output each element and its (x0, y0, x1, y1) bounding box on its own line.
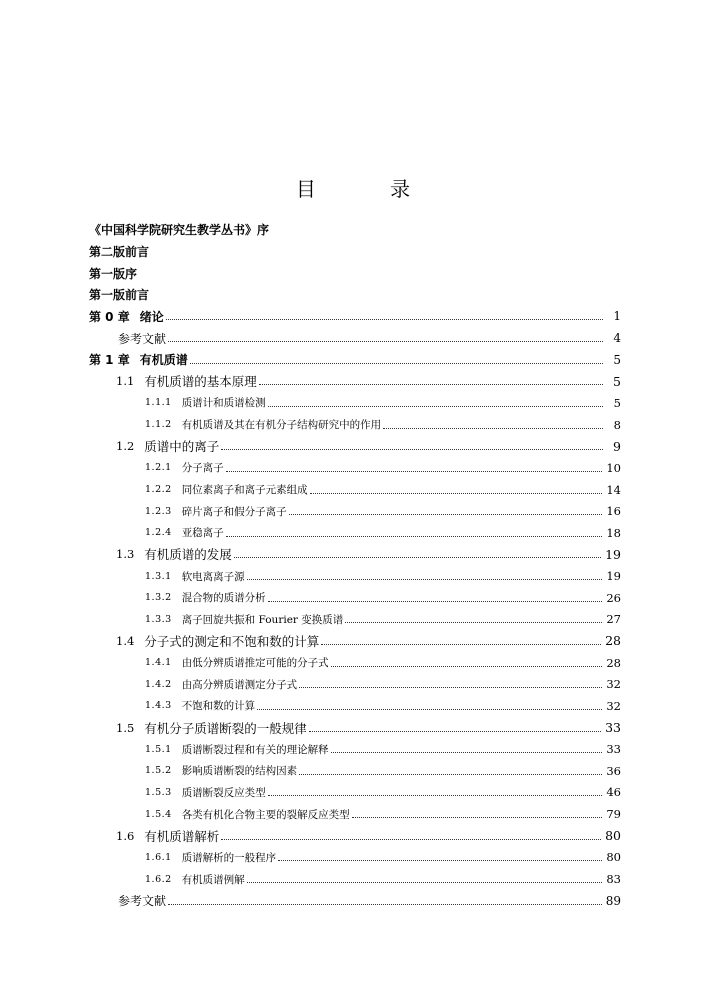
toc-entry-number: 1.4.2 (145, 678, 172, 690)
toc-entry-page-number: 16 (606, 504, 621, 519)
toc-entry[interactable] (89, 609, 621, 631)
toc-entry-page-number: 4 (613, 331, 621, 346)
toc-entry-title: 有机分子质谱断裂的一般规律 (144, 720, 307, 736)
toc-entry-page-number: 89 (605, 893, 621, 908)
toc-entry-title: 质谱断裂反应类型 (181, 786, 266, 799)
toc-entry-title: 《中国科学院研究生教学丛书》序 (89, 223, 270, 238)
toc-entry[interactable] (89, 825, 621, 847)
toc-entry-title: 分子式的测定和不饱和数的计算 (144, 633, 320, 649)
toc-entry-title: 碎片离子和假分子离子 (181, 505, 287, 518)
toc-entry-title: 绪论 (139, 309, 164, 324)
toc-entry-title: 有机质谱及其在有机分子结构研究中的作用 (181, 419, 382, 432)
dot-leader (310, 492, 603, 494)
toc-entry-title: 由高分辨质谱测定分子式 (181, 678, 298, 691)
toc-entry-title: 软电离离子源 (181, 570, 245, 583)
toc-entry-number: 1.4.3 (145, 700, 172, 712)
toc-entry[interactable] (89, 717, 621, 739)
toc-entry-number: 1.3.2 (145, 592, 172, 604)
toc-entry-number: 1.3.3 (145, 613, 172, 625)
dot-leader (352, 816, 603, 818)
toc-entry[interactable] (89, 738, 621, 760)
toc-entry-title: 有机质谱的基本原理 (144, 374, 257, 390)
toc-entry[interactable] (89, 890, 621, 912)
toc-entry-title: 第二版前言 (89, 244, 150, 259)
toc-entry-page-number: 5 (613, 395, 621, 410)
toc-entry[interactable] (89, 587, 621, 609)
toc-entry-title: 质谱断裂过程和有关的理论解释 (181, 743, 329, 756)
toc-entry[interactable] (89, 673, 621, 695)
toc-entry-number: 1.5 (116, 720, 135, 735)
toc-entry[interactable] (89, 630, 621, 652)
toc-entry-title: 分子离子 (181, 462, 224, 475)
toc-entry[interactable] (89, 544, 621, 566)
toc-entry-title: 第一版序 (89, 266, 138, 281)
toc-entry-number: 第 1 章 (89, 353, 130, 368)
dot-leader (234, 556, 601, 558)
toc-entry[interactable] (89, 241, 621, 263)
dot-leader (168, 340, 603, 342)
toc-entry-page-number: 80 (605, 828, 621, 844)
toc-entry-title: 参考文献 (118, 331, 167, 346)
toc-entry-title: 混合物的质谱分析 (181, 592, 266, 605)
toc-entry[interactable] (89, 457, 621, 479)
dot-leader (190, 362, 603, 364)
toc-entry[interactable] (89, 522, 621, 544)
toc-entry-title: 质谱计和质谱检测 (181, 397, 266, 410)
toc-entry[interactable] (89, 652, 621, 674)
toc-entry[interactable] (89, 284, 621, 306)
toc-entry-title: 有机质谱解析 (144, 828, 220, 844)
toc-entry-number: 1.3.1 (145, 570, 172, 582)
toc-entry-title: 有机质谱的发展 (144, 547, 232, 563)
toc-entry[interactable] (89, 306, 621, 328)
page-title: 目 录 (295, 177, 445, 201)
toc-entry-title: 参考文献 (118, 894, 167, 909)
dot-leader (321, 643, 601, 645)
dot-leader (268, 794, 603, 796)
toc-entry-page-number: 33 (605, 720, 621, 736)
toc-entry-title: 离子回旋共振和 Fourier 变换质谱 (181, 613, 344, 626)
toc-entry-number: 1.2.3 (145, 505, 172, 517)
toc-entry-page-number: 27 (606, 612, 621, 627)
dot-leader (345, 621, 602, 623)
dot-leader (221, 838, 601, 840)
dot-leader (268, 405, 603, 407)
toc-entry-page-number: 32 (606, 677, 621, 692)
toc-entry[interactable] (89, 262, 621, 284)
toc-entry-page-number: 9 (613, 438, 621, 454)
toc-entry-number: 1.6.1 (145, 851, 172, 863)
toc-entry[interactable] (89, 370, 621, 392)
dot-leader (268, 600, 603, 602)
toc-entry-title: 亚稳离子 (181, 527, 224, 540)
toc-entry-title: 同位素离子和离子元素组成 (181, 484, 308, 496)
toc-entry-number: 1.5.3 (145, 786, 172, 798)
toc-entry[interactable] (89, 565, 621, 587)
dot-leader (278, 859, 602, 861)
toc-entry-number: 1.6 (116, 828, 135, 843)
toc-entry-page-number: 36 (606, 763, 621, 778)
dot-leader (247, 881, 603, 883)
toc-entry-page-number: 46 (606, 785, 621, 800)
dot-leader (226, 470, 603, 472)
toc-entry[interactable] (89, 868, 621, 890)
toc-entry-number: 1.1.1 (145, 397, 172, 409)
dot-leader (299, 686, 602, 688)
toc-entry[interactable] (89, 760, 621, 782)
toc-entry-number: 1.2.4 (145, 527, 172, 539)
toc-entry-number: 1.4.1 (145, 657, 172, 669)
toc-entry[interactable] (89, 219, 621, 241)
toc-entry-page-number: 83 (606, 872, 621, 887)
toc-entry[interactable] (89, 435, 621, 457)
toc-entry[interactable] (89, 349, 621, 371)
toc-entry-page-number: 1 (613, 309, 621, 324)
toc-entry[interactable] (89, 327, 621, 349)
toc-entry-title: 有机质谱 (139, 353, 188, 368)
dot-leader (383, 427, 603, 429)
toc-entry-page-number: 18 (606, 525, 621, 540)
toc-entry-number: 1.2.2 (145, 484, 172, 495)
toc-entry-page-number: 10 (606, 460, 621, 475)
toc-entry[interactable] (89, 500, 621, 522)
toc-entry[interactable] (89, 695, 621, 717)
toc-entry-page-number: 79 (606, 807, 621, 822)
toc-entry-number: 1.4 (116, 633, 135, 648)
toc-entry-page-number: 19 (606, 569, 621, 584)
toc-entry-number: 1.6.2 (145, 873, 172, 885)
dot-leader (299, 773, 602, 775)
toc-entry[interactable] (89, 414, 621, 436)
toc-entry-page-number: 19 (605, 546, 621, 562)
dot-leader (166, 318, 603, 320)
toc-entry-title: 质谱中的离子 (144, 439, 220, 455)
toc-entry-title: 质谱解析的一般程序 (181, 851, 277, 864)
toc-entry-title: 第一版前言 (89, 288, 150, 303)
toc-entry-number: 1.5.2 (145, 765, 172, 777)
toc-entry-title: 由低分辨质谱推定可能的分子式 (181, 657, 329, 670)
toc-entry-number: 1.1.2 (145, 419, 172, 431)
toc-entry[interactable] (89, 479, 621, 501)
dot-leader (226, 535, 603, 537)
toc-entry-page-number: 28 (605, 633, 621, 649)
toc-entry-title: 有机质谱例解 (181, 873, 245, 886)
toc-entry-page-number: 8 (613, 417, 621, 432)
dot-leader (331, 751, 603, 753)
dot-leader (309, 730, 601, 732)
toc-entry-page-number: 26 (606, 590, 621, 605)
toc-entry-number: 1.1 (116, 374, 135, 389)
toc-entry-title: 各类有机化合物主要的裂解反应类型 (181, 808, 350, 821)
toc-entry-page-number: 80 (606, 850, 621, 865)
toc-entry-page-number: 5 (613, 373, 621, 389)
dot-leader (247, 578, 603, 580)
table-of-contents (89, 219, 621, 912)
toc-entry-number: 1.2.1 (145, 462, 172, 474)
dot-leader (259, 383, 603, 385)
toc-entry-number: 1.3 (116, 547, 135, 562)
toc-entry-number: 1.5.4 (145, 808, 172, 820)
toc-entry-page-number: 28 (606, 655, 621, 670)
dot-leader (221, 448, 603, 450)
toc-entry-number: 第 0 章 (89, 309, 130, 324)
toc-entry[interactable] (89, 782, 621, 804)
toc-entry[interactable] (89, 392, 621, 414)
toc-entry-number: 1.2 (116, 439, 135, 454)
dot-leader (257, 708, 602, 710)
toc-entry-page-number: 14 (606, 482, 621, 497)
dot-leader (289, 513, 603, 515)
toc-entry[interactable] (89, 847, 621, 869)
dot-leader (331, 665, 603, 667)
dot-leader (168, 903, 602, 905)
toc-entry-page-number: 32 (606, 698, 621, 713)
toc-entry-page-number: 5 (613, 352, 621, 367)
toc-entry-page-number: 33 (606, 742, 621, 757)
toc-entry-number: 1.5.1 (145, 743, 172, 755)
toc-entry-title: 影响质谱断裂的结构因素 (181, 765, 298, 778)
toc-entry-title: 不饱和数的计算 (181, 700, 256, 713)
toc-entry[interactable] (89, 803, 621, 825)
